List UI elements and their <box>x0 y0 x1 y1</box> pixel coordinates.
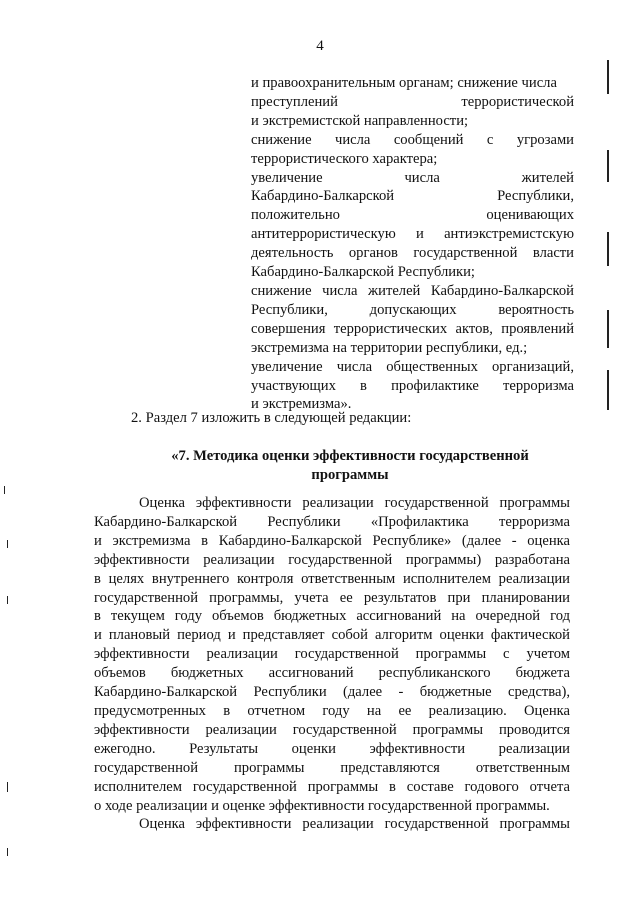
text-line: и экстремизма». <box>251 396 352 413</box>
text-line: Оценка эффективности реализации государственной программы <box>139 495 570 511</box>
text-line: в текущем году объемов бюджетных ассигнований на очередной год <box>94 608 570 625</box>
item-2-instruction: 2. Раздел 7 изложить в следующей редакции: <box>131 410 412 426</box>
text-line: в целях внутреннего контроля ответственным исполнителем реализации <box>94 570 570 587</box>
scan-mark <box>607 60 609 94</box>
text-line: экстремизма на территории республики, ед.; <box>251 339 528 356</box>
scan-mark <box>607 232 609 266</box>
text-line: террористического характера; <box>251 150 438 167</box>
text-line: объемов бюджетных ассигнований республиканского бюджета <box>94 665 570 682</box>
text-line: и экстремизма в Кабардино-Балкарской Республике» (далее - оценка <box>94 532 570 549</box>
scan-mark <box>7 540 8 548</box>
scan-mark <box>607 370 609 410</box>
text-line: государственной программы представляются ответственным <box>94 759 570 776</box>
text-line: ежегодно. Результаты оценки эффективности реализации <box>94 740 570 757</box>
text-line: участвующих в профилактике терроризма <box>251 377 574 394</box>
text-line: преступлений террористической <box>251 93 574 110</box>
text-line: и экстремистской направленности; <box>251 112 469 129</box>
text-line: антитеррористическую и антиэкстремистскую <box>251 226 574 243</box>
section-heading <box>150 447 550 485</box>
text-line: эффективности реализации государственной программы с учетом <box>94 646 570 663</box>
scan-mark <box>607 310 609 348</box>
text-line: положительно оценивающих <box>251 207 574 224</box>
text-line: и правоохранительным органам; снижение числа <box>251 75 557 91</box>
scan-mark <box>7 782 8 792</box>
text-line: увеличение числа жителей <box>251 169 574 186</box>
text-line: эффективности реализации государственной программы) разработана <box>94 551 570 568</box>
heading-line: программы <box>311 467 389 483</box>
text-line: государственной программы, учета ее результатов при планировании <box>94 589 570 606</box>
page-number: 4 <box>316 38 324 54</box>
text-line: Республики, допускающих вероятность <box>251 301 574 318</box>
scan-mark <box>7 596 8 604</box>
heading-line: «7. Методика оценки эффективности государственной <box>171 448 529 464</box>
text-line: увеличение числа общественных организаций, <box>251 358 574 375</box>
body-paragraph <box>94 494 570 834</box>
text-line: эффективности реализации государственной программы проводится <box>94 721 570 738</box>
text-line: Кабардино-Балкарской Республики (далее - бюджетные средства), <box>94 684 570 701</box>
continuation-block <box>251 74 574 414</box>
text-line: и плановый период и представляет собой алгоритм оценки фактической <box>94 627 570 644</box>
scan-mark <box>7 848 8 856</box>
text-line: исполнителем государственной программы в составе годового отчета <box>94 778 570 795</box>
text-line: о ходе реализации и оценке эффективности государственной программы. <box>94 797 550 814</box>
text-line: Кабардино-Балкарской Республики «Профилактика терроризма <box>94 513 570 530</box>
text-line: совершения террористических актов, проявлений <box>251 320 574 337</box>
text-line: Кабардино-Балкарской Республики, <box>251 188 574 205</box>
text-line: Оценка эффективности реализации государственной программы <box>139 816 570 833</box>
text-line: снижение числа жителей Кабардино-Балкарской <box>251 282 574 299</box>
text-line: деятельность органов государственной власти <box>251 245 574 262</box>
scan-mark <box>4 486 5 494</box>
text-line: Кабардино-Балкарской Республики; <box>251 264 475 281</box>
text-line: предусмотренных в отчетном году на ее реализацию. Оценка <box>94 702 570 719</box>
text-line: снижение числа сообщений с угрозами <box>251 131 574 148</box>
scan-mark <box>607 150 609 182</box>
